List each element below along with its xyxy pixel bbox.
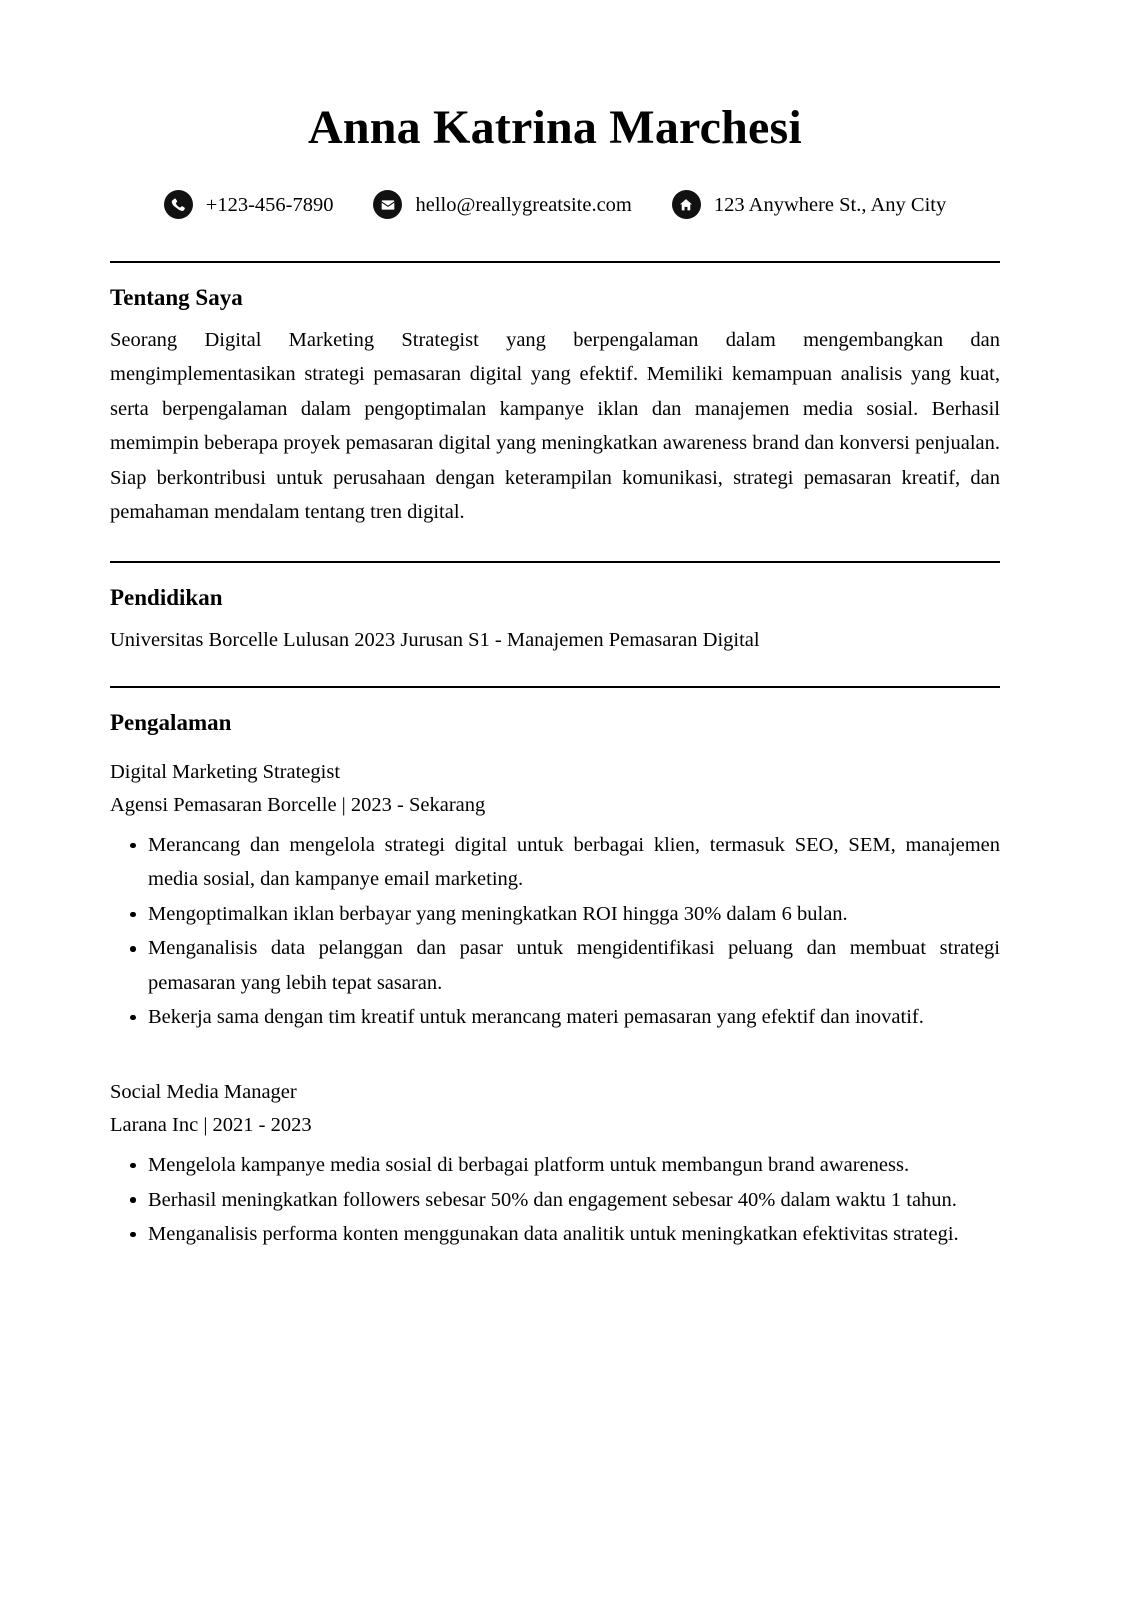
list-item-text: Bekerja sama dengan tim kreatif untuk merancang materi pemasaran yang efektif dan inovatif. <box>148 1006 924 1029</box>
list-item-text: Menganalisis performa konten menggunakan data analitik untuk meningkatkan efektivitas strategi. <box>148 1223 959 1246</box>
section-title-education: Pendidikan <box>110 584 223 610</box>
email-icon <box>373 190 402 219</box>
about-text: Seorang Digital Marketing Strategist yang berpengalaman dalam mengembangkan dan mengimplementasikan strategi pemasaran digital yang efektif. Memiliki kemampuan analisis yang kuat, serta berpengalaman dalam pengoptimalan kampanye iklan dan manajemen media sosial. Berhasil memimpin beberapa proyek pemasaran digital yang meningkatkan awareness brand dan konversi penjualan. Siap berkontribusi untuk perusahaan dengan keterampilan komunikasi, strategi pemasaran kreatif, dan pemahaman mendalam tentang tren digital. <box>110 328 1000 524</box>
contact-phone-text: +123-456-7890 <box>205 193 334 216</box>
job-meta: Agensi Pemasaran Borcelle | 2023 - Sekarang <box>110 794 486 817</box>
bullet-icon <box>130 946 136 952</box>
bullet-icon <box>130 843 136 849</box>
job-bullets <box>110 1141 1000 1251</box>
list-item <box>110 828 1000 897</box>
job-meta: Larana Inc | 2021 - 2023 <box>110 1114 312 1137</box>
list-item-text: Mengoptimalkan iklan berbayar yang meningkatkan ROI hingga 30% dalam 6 bulan. <box>148 902 848 925</box>
list-item-text: Menganalisis data pelanggan dan pasar untuk mengidentifikasi peluang dan membuat strategi pemasaran yang lebih tepat sasaran. <box>148 937 1000 994</box>
list-item <box>110 1148 1000 1182</box>
bullet-icon <box>130 1015 136 1021</box>
section-title-experience: Pengalaman <box>110 709 232 735</box>
phone-icon <box>164 190 193 219</box>
page-title: Anna Katrina Marchesi <box>308 101 802 154</box>
contact-item-address <box>672 190 946 219</box>
bullet-icon <box>130 1197 136 1203</box>
resume-content <box>110 0 1000 1251</box>
experience-job-2 <box>110 1035 1000 1252</box>
home-icon <box>672 190 701 219</box>
bullet-icon <box>130 1232 136 1238</box>
contact-email-text: hello@reallygreatsite.com <box>415 193 632 216</box>
list-item-text: Berhasil meningkatkan followers sebesar 50% dan engagement sebesar 40% dalam waktu 1 tahun. <box>148 1188 957 1211</box>
list-item <box>110 897 1000 931</box>
bullet-icon <box>130 912 136 918</box>
contact-item-email <box>373 190 631 219</box>
contact-item-phone <box>164 190 334 219</box>
bullet-icon <box>130 1163 136 1169</box>
list-item <box>110 1183 1000 1217</box>
job-bullets <box>110 821 1000 1035</box>
list-item-text: Merancang dan mengelola strategi digital untuk berbagai klien, termasuk SEO, SEM, manajemen media sosial, dan kampanye email marketing. <box>148 834 1000 891</box>
experience-job-1 <box>110 737 1000 1035</box>
job-role: Digital Marketing Strategist <box>110 760 341 783</box>
list-item <box>110 931 1000 1000</box>
job-role: Social Media Manager <box>110 1080 297 1103</box>
education-entry: Universitas Borcelle Lulusan 2023 Jurusan S1 - Manajemen Pemasaran Digital <box>110 629 760 652</box>
list-item-text: Mengelola kampanye media sosial di berbagai platform untuk membangun brand awareness. <box>148 1154 910 1177</box>
contact-row <box>110 190 1000 219</box>
list-item <box>110 1000 1000 1034</box>
list-item <box>110 1217 1000 1251</box>
section-title-about: Tentang Saya <box>110 285 243 311</box>
contact-address-text: 123 Anywhere St., Any City <box>713 193 947 216</box>
